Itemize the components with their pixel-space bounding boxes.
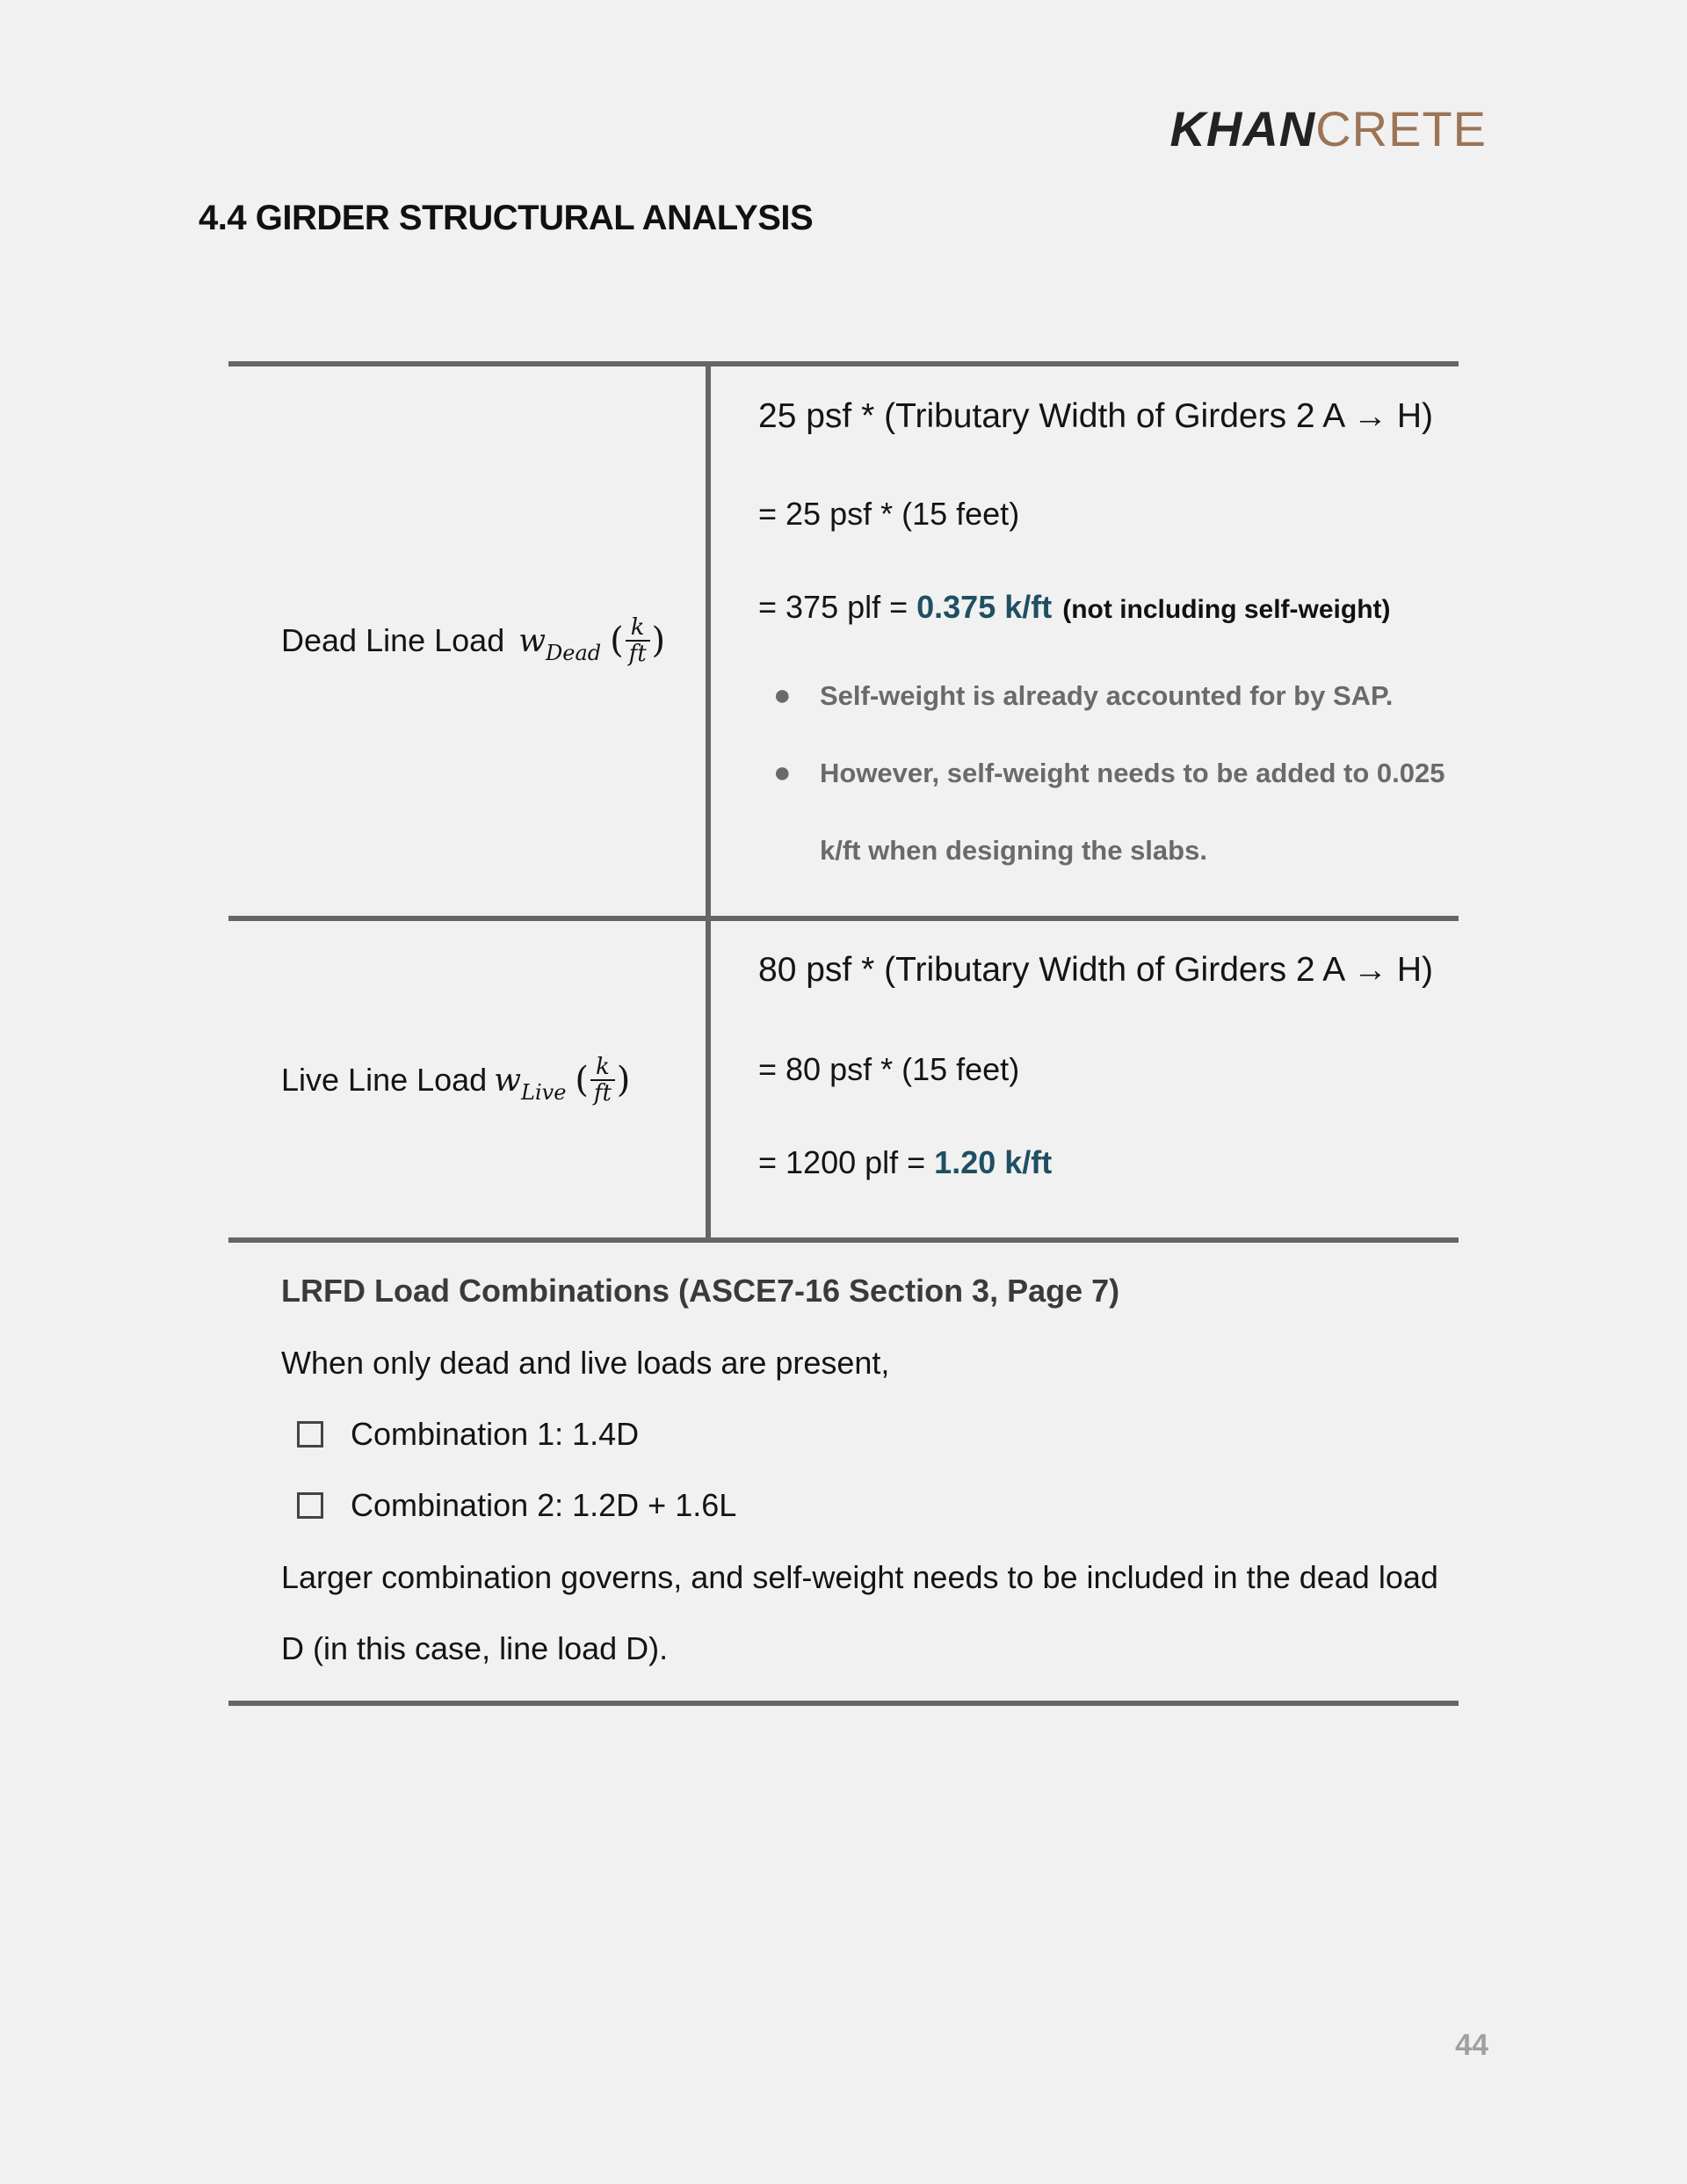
fraction-denominator: ft [628, 641, 647, 667]
live-load-variable: w [494, 1062, 522, 1099]
bullet-text: However, self-weight needs to be added to 0.025 [820, 758, 1445, 788]
dead-load-unit-fraction [626, 615, 650, 666]
bullet-dot: ● [773, 756, 792, 789]
dead-load-formula [518, 615, 665, 666]
fraction-numerator: k [626, 615, 650, 642]
dead-load-line-1: 25 psf * (Tributary Width of Girders 2 A → H) [758, 397, 1433, 435]
khancrete-logo [1169, 98, 1487, 160]
page-title: 4.4 GIRDER STRUCTURAL ANALYSIS [199, 199, 814, 237]
dead-load-line-3 [758, 589, 1391, 626]
live-load-line-2: = 80 psf * (15 feet) [758, 1051, 1020, 1087]
bullet-text: k/ft when designing the slabs. [820, 835, 1207, 866]
bullet-text: Self-weight is already accounted for by SAP. [820, 680, 1394, 711]
lrfd-conclusion-line-1: Larger combination governs, and self-weight needs to be included in the dead load [281, 1559, 1438, 1595]
dead-load-variable: w [518, 622, 547, 659]
live-load-label [281, 1055, 630, 1106]
open-paren: ( [610, 620, 624, 661]
dead-load-value: 0.375 k/ft [916, 589, 1053, 625]
open-paren: ( [575, 1060, 590, 1100]
live-load-value: 1.20 k/ft [934, 1144, 1053, 1180]
close-paren: ) [651, 620, 666, 661]
page-number: 44 [1455, 2028, 1488, 2062]
table-lower-rule [228, 1237, 1459, 1243]
lrfd-heading: LRFD Load Combinations (ASCE7-16 Section 3, Page 7) [281, 1273, 1120, 1309]
combination-2-checkbox[interactable] [297, 1492, 323, 1519]
dead-load-line-2: = 25 psf * (15 feet) [758, 496, 1020, 532]
logo-light-text: CRETE [1315, 101, 1487, 156]
dead-load-label [281, 615, 665, 666]
combination-1-text: Combination 1: 1.4D [351, 1416, 640, 1452]
dead-load-label-text: Dead Line Load [281, 622, 505, 658]
live-load-line-3-prefix: = 1200 plf = [758, 1144, 935, 1180]
logo-bold-text: KHAN [1169, 101, 1316, 156]
live-load-line-3 [758, 1144, 1052, 1181]
fraction-numerator: k [590, 1055, 615, 1081]
live-load-unit-fraction [590, 1055, 615, 1106]
fraction-denominator: ft [593, 1080, 612, 1107]
table-column-divider [706, 361, 711, 1240]
table-bottom-rule [228, 1701, 1459, 1706]
live-load-label-text: Live Line Load [281, 1062, 488, 1098]
live-load-formula [494, 1055, 630, 1106]
table-middle-rule [228, 916, 1459, 921]
dead-load-subscript: Dead [546, 641, 602, 665]
combination-1-checkbox[interactable] [297, 1421, 323, 1448]
combination-2-text: Combination 2: 1.2D + 1.6L [351, 1487, 737, 1523]
lrfd-intro: When only dead and live loads are present, [281, 1345, 890, 1381]
live-load-line-1: 80 psf * (Tributary Width of Girders 2 A → H) [758, 951, 1433, 989]
close-paren: ) [616, 1060, 631, 1100]
live-load-subscript: Live [521, 1080, 567, 1105]
lrfd-conclusion-line-2: D (in this case, line load D). [281, 1630, 669, 1666]
dead-load-note: (not including self-weight) [1062, 595, 1391, 624]
table-top-rule [228, 361, 1459, 366]
bullet-dot: ● [773, 678, 792, 712]
dead-load-line-3-prefix: = 375 plf = [758, 589, 917, 625]
